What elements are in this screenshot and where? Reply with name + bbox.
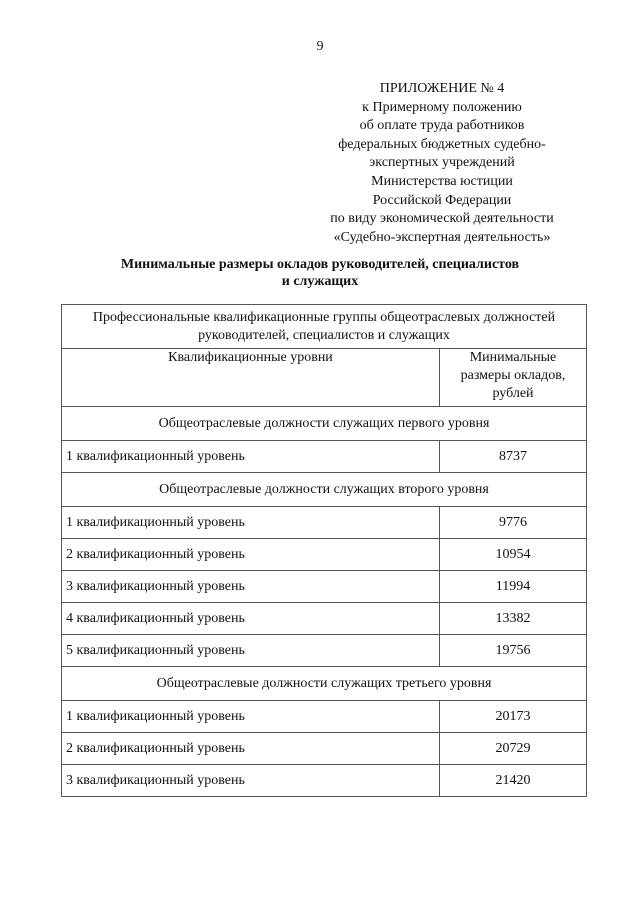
table-row	[62, 603, 587, 635]
salary-value: 8737	[440, 441, 587, 473]
table-row	[62, 539, 587, 571]
appendix-line: «Судебно-экспертная деятельность»	[333, 229, 551, 245]
level-name: 5 квалификационный уровень	[62, 635, 440, 667]
level-name: 2 квалификационный уровень	[62, 539, 440, 571]
table-section-row	[62, 407, 587, 441]
salary-value: 9776	[440, 507, 587, 539]
table-row	[62, 635, 587, 667]
section-title: Общеотраслевые должности служащих второго уровня	[62, 473, 587, 507]
salary-value: 20173	[440, 701, 587, 733]
table-group-header-line: руководителей, специалистов и служащих	[198, 327, 450, 343]
table-group-header-row	[62, 305, 587, 349]
table-section-row	[62, 667, 587, 701]
page-number: 9	[316, 39, 324, 54]
salary-value: 19756	[440, 635, 587, 667]
salary-value: 13382	[440, 603, 587, 635]
salary-value: 20729	[440, 733, 587, 765]
section-title: Общеотраслевые должности служащих первого уровня	[62, 407, 587, 441]
level-name: 1 квалификационный уровень	[62, 441, 440, 473]
salary-table	[61, 304, 587, 797]
level-name: 2 квалификационный уровень	[62, 733, 440, 765]
table-group-header	[62, 305, 587, 349]
column-header-level: Квалификационные уровни	[62, 349, 440, 407]
column-header-salary	[440, 349, 587, 407]
appendix-line: по виду экономической деятельности	[330, 211, 554, 227]
section-title: Общеотраслевые должности служащих третьего уровня	[62, 667, 587, 701]
column-header-salary-line: Минимальные	[469, 350, 557, 365]
appendix-line: Российской Федерации	[372, 192, 512, 208]
appendix-line: об оплате труда работников	[359, 118, 525, 134]
level-name: 1 квалификационный уровень	[62, 701, 440, 733]
document-title-line: и служащих	[281, 274, 359, 289]
appendix-line: ПРИЛОЖЕНИЕ № 4	[379, 81, 505, 96]
column-header-salary-line: размеры окладов,	[460, 368, 566, 383]
table-row	[62, 441, 587, 473]
appendix-line: к Примерному положению	[362, 99, 522, 115]
salary-value: 10954	[440, 539, 587, 571]
salary-value: 21420	[440, 765, 587, 797]
appendix-line: федеральных бюджетных судебно-	[338, 136, 546, 152]
level-name: 4 квалификационный уровень	[62, 603, 440, 635]
appendix-line: Министерства юстиции	[371, 173, 513, 189]
appendix-block	[300, 80, 584, 247]
salary-value: 11994	[440, 571, 587, 603]
document-title	[60, 256, 580, 290]
level-name: 1 квалификационный уровень	[62, 507, 440, 539]
level-name: 3 квалификационный уровень	[62, 765, 440, 797]
table-row	[62, 507, 587, 539]
table-column-header-row	[62, 349, 587, 407]
column-header-salary-line: рублей	[492, 386, 534, 401]
table-row	[62, 701, 587, 733]
table-row	[62, 765, 587, 797]
table-group-header-line: Профессиональные квалификационные группы общеотраслевых должностей	[92, 309, 556, 325]
table-section-row	[62, 473, 587, 507]
table-row	[62, 571, 587, 603]
appendix-line: экспертных учреждений	[369, 155, 515, 171]
table-row	[62, 733, 587, 765]
document-title-line: Минимальные размеры окладов руководителей, специалистов	[120, 257, 520, 272]
level-name: 3 квалификационный уровень	[62, 571, 440, 603]
